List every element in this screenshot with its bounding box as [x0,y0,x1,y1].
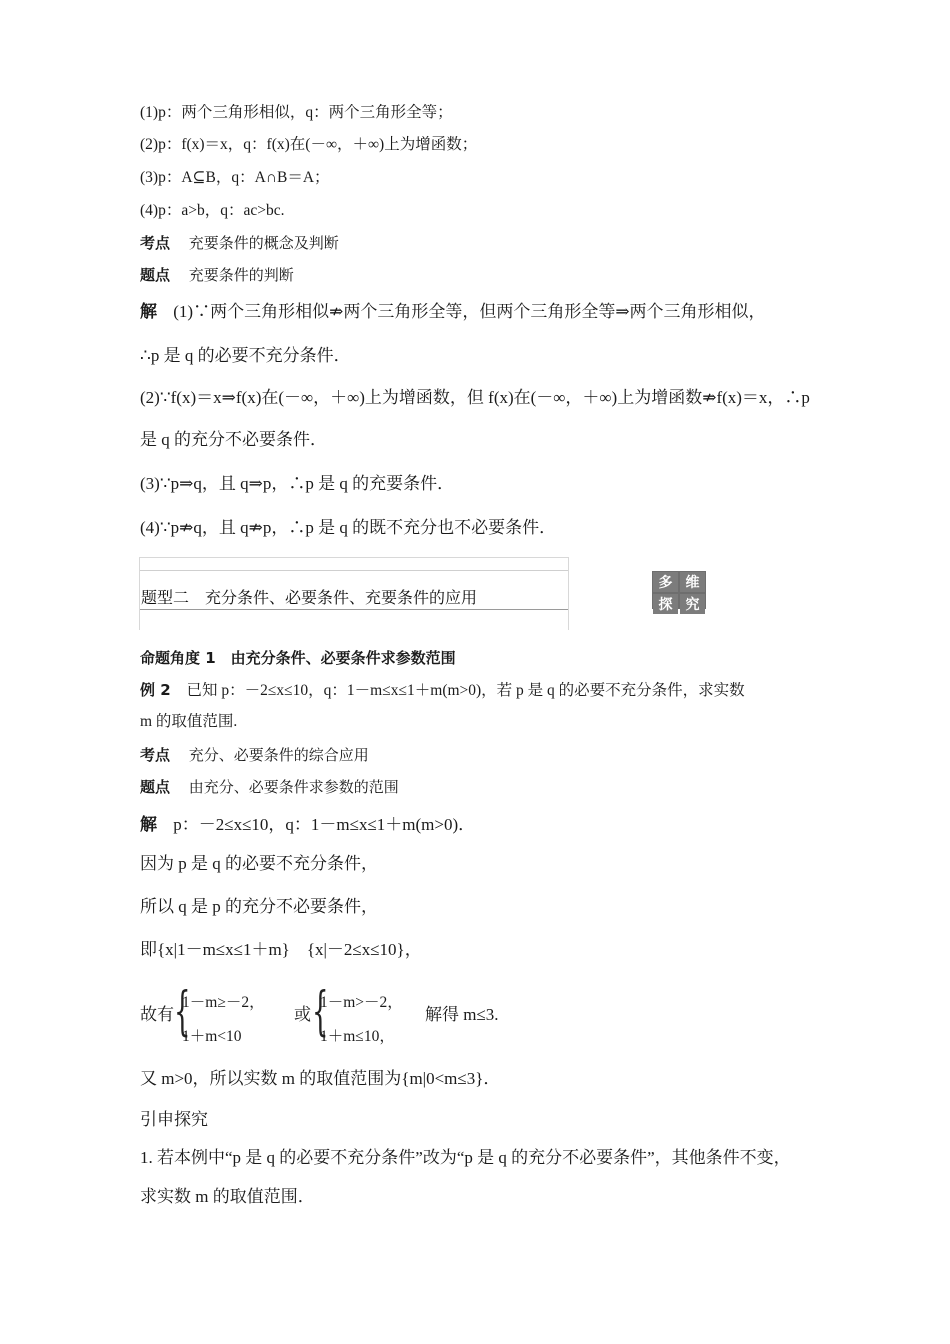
duowei-tanjiu-badge [652,571,706,613]
solution2-2: 因为 p 是 q 的必要不充分条件， [140,854,378,873]
system-1 [174,982,294,1045]
item-1: (1)p：两个三角形相似，q：两个三角形全等； [140,104,453,121]
system-2-bottom: 1＋m≤10， [320,1028,395,1045]
solution2-3: 所以 q 是 p 的充分不必要条件， [140,897,378,916]
solution-2a: (2)∵f(x)＝x⇒f(x)在(－∞，＋∞)上为增函数，但 f(x)在(－∞，＋∞)上为增函数⇏f(x)＝x，∴p [140,388,810,407]
solution-text: p：－2≤x≤10，q：1－m≤x≤1＋m(m>0)． [173,815,476,834]
system-1-top: 1－m≥－2， [182,994,265,1011]
badge-char: 究 [680,594,705,614]
question-1b: 求实数 m 的取值范围． [140,1187,315,1206]
solution-1b: ∴p 是 q 的必要不充分条件． [140,346,351,365]
system-1-bottom: 1＋m<10 [182,1028,242,1045]
kaodian-text: 充分、必要条件的综合应用 [188,746,369,764]
solution-text: (1)∵两个三角形相似⇏两个三角形全等，但两个三角形全等⇒两个三角形相似， [173,302,766,321]
solution-4: (4)∵p⇏q，且 q⇏p，∴p 是 q 的既不充分也不必要条件． [140,518,557,537]
system-2-top: 1－m>－2， [320,994,403,1011]
solution-2b: 是 q 的充分不必要条件． [140,430,327,449]
solution-3: (3)∵p⇒q，且 q⇒p，∴p 是 q 的充要条件． [140,474,455,493]
angle-heading: 命题角度 1 由充分条件、必要条件求参数范围 [140,649,456,667]
tidian-row-2 [140,777,399,797]
gu-you-label: 故有 [140,1005,174,1024]
example-line-a [140,680,745,701]
banner-top-rule [140,570,568,571]
kaodian-text: 充要条件的概念及判断 [188,234,339,252]
kaodian-row-1 [140,233,339,253]
left-brace-icon: { [312,982,329,1042]
banner-title: 题型二 充分条件、必要条件、充要条件的应用 [141,588,478,607]
solution-label: 解 [140,815,157,834]
badge-char: 多 [653,572,678,592]
solution-label: 解 [140,302,157,321]
huo-label: 或 [294,1005,311,1024]
example-text: 已知 p：－2≤x≤10，q：1－m≤x≤1＋m(m>0)，若 p 是 q 的必要不充分条件，求实数 [186,682,745,699]
jiede-result: 解得 m≤3. [425,1005,499,1024]
solution2-6: 又 m>0，所以实数 m 的取值范围为{m|0<m≤3}． [140,1069,501,1088]
item-2: (2)p：f(x)＝x，q：f(x)在(－∞，＋∞)上为增函数； [140,136,478,153]
section-banner [139,557,700,630]
banner-bottom-rule [140,609,568,610]
tidian-label: 题点 [140,778,171,796]
system-2 [312,982,422,1045]
kaodian-label: 考点 [140,746,171,764]
item-3: (3)p：A⊆B，q：A∩B＝A； [140,169,330,186]
example-label: 例 2 [140,681,171,699]
example-line-b: m 的取值范围. [140,713,238,730]
question-1a: 1. 若本例中“p 是 q 的必要不充分条件”改为“p 是 q 的充分不必要条件”，其他条件不变， [140,1148,791,1167]
tidian-text: 充要条件的判断 [188,266,294,284]
item-4: (4)p：a>b，q：ac>bc. [140,202,285,219]
solution2-4: 即{x|1－m≤x≤1＋m} {x|－2≤x≤10}， [140,940,422,959]
solution2-1 [140,815,475,835]
left-brace-icon: { [174,982,191,1042]
solution-1a [140,302,766,322]
badge-char: 维 [680,572,705,592]
badge-char: 探 [653,594,678,614]
tidian-row-1 [140,265,294,285]
tidian-text: 由充分、必要条件求参数的范围 [188,778,399,796]
kaodian-row-2 [140,745,369,765]
yinshen-heading: 引申探究 [140,1110,208,1129]
tidian-label: 题点 [140,266,171,284]
kaodian-label: 考点 [140,234,171,252]
